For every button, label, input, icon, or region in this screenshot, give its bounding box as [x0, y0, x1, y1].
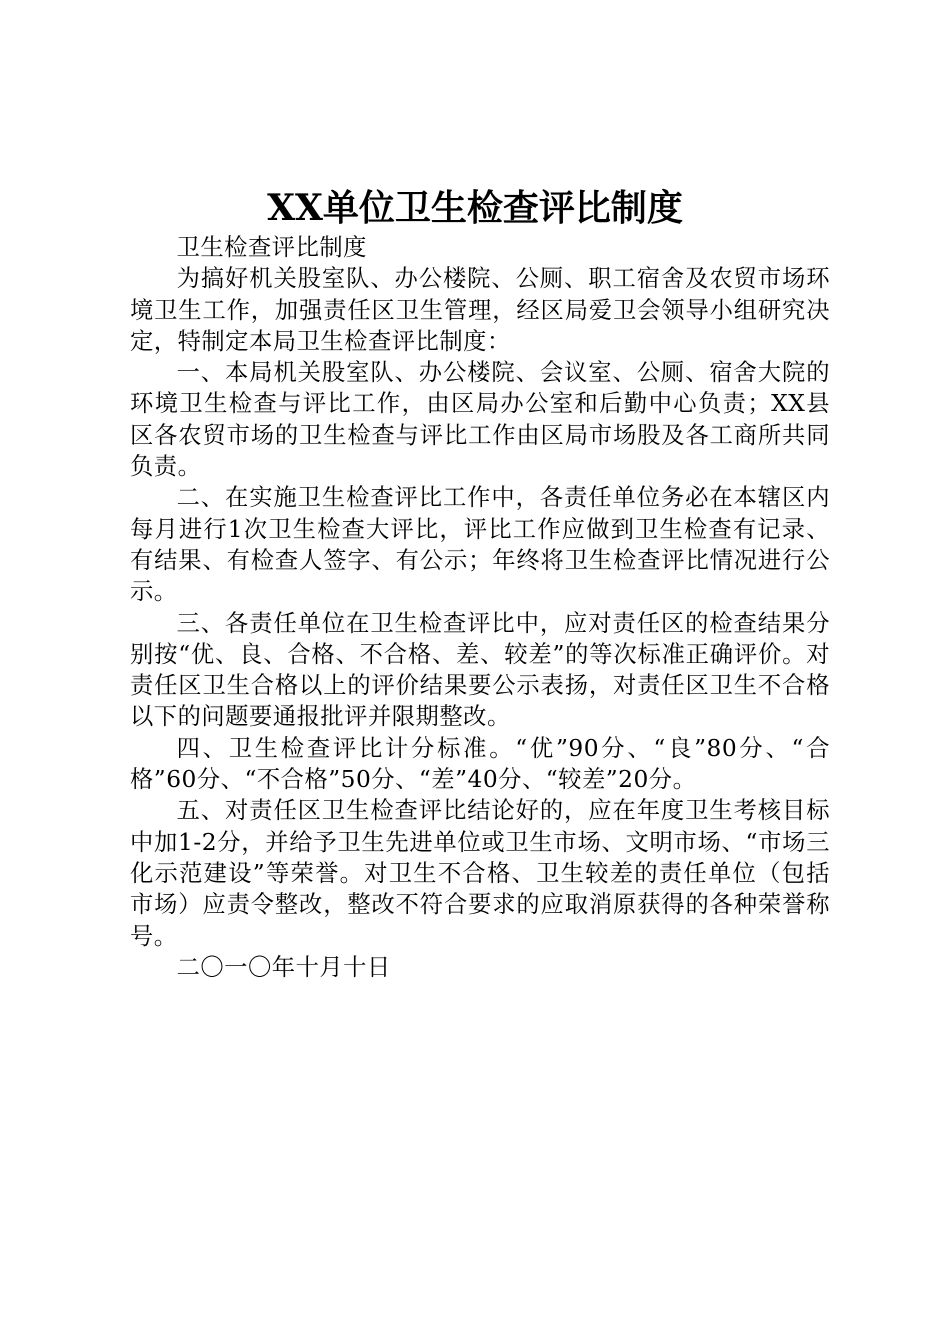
- paragraph-5: 五、对责任区卫生检查评比结论好的，应在年度卫生考核目标中加1-2分，并给予卫生先进单位或卫生市场、文明市场、“市场三化示范建设”等荣誉。对卫生不合格、卫生较差的责任单位（包括市场）应责令整改，整改不符合要求的应取消原获得的各种荣誉称号。: [130, 797, 830, 950]
- paragraph-2: 二、在实施卫生检查评比工作中，各责任单位务必在本辖区内每月进行1次卫生检查大评比，评比工作应做到卫生检查有记录、有结果、有检查人签字、有公示；年终将卫生检查评比情况进行公示。: [130, 484, 830, 606]
- document-body: [130, 232, 830, 983]
- document-subtitle: 卫生检查评比制度: [176, 234, 367, 261]
- paragraph-intro: 为搞好机关股室队、办公楼院、公厕、职工宿舍及农贸市场环境卫生工作，加强责任区卫生管理，经区局爱卫会领导小组研究决定，特制定本局卫生检查评比制度：: [130, 265, 830, 355]
- paragraph-1: 一、本局机关股室队、办公楼院、会议室、公厕、宿舍大院的环境卫生检查与评比工作，由区局办公室和后勤中心负责；XX县区各农贸市场的卫生检查与评比工作由区局市场股及各工商所共同负责。: [130, 359, 830, 481]
- document-date: 二〇一〇年十月十日: [176, 953, 391, 981]
- paragraph-3: 三、各责任单位在卫生检查评比中，应对责任区的检查结果分别按“优、良、合格、不合格、差、较差”的等次标准正确评价。对责任区卫生合格以上的评价结果要公示表扬，对责任区卫生不合格以下的问题要通报批评并限期整改。: [130, 609, 830, 731]
- document-title: XX单位卫生检查评比制度: [267, 187, 683, 229]
- paragraph-4: 四、卫生检查评比计分标准。“优”90分、“良”80分、“合格”60分、“不合格”50分、“差”40分、“较差”20分。: [130, 734, 830, 794]
